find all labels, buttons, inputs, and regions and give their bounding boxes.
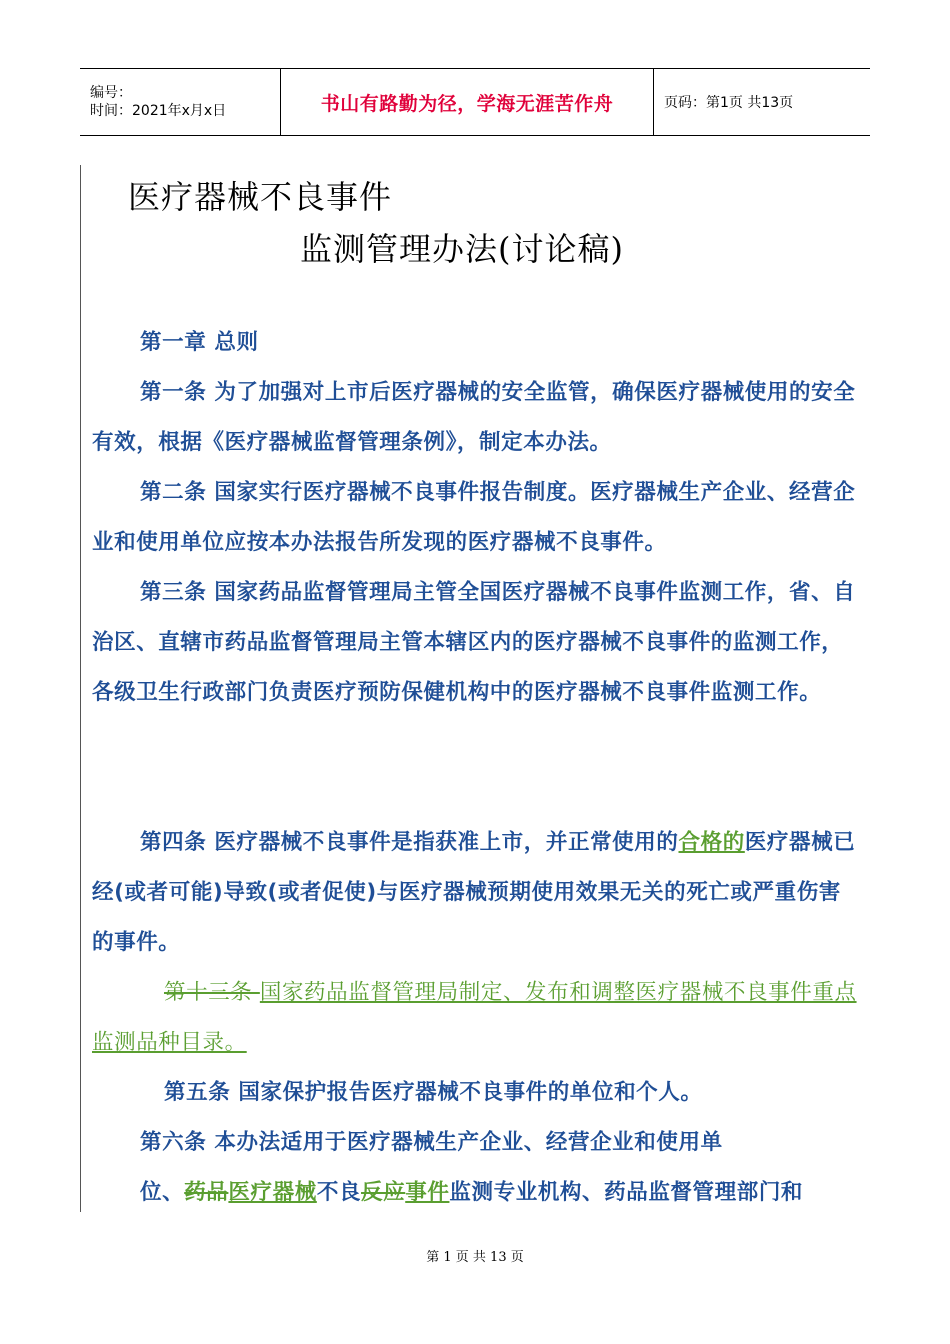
article-6-text-a: 位、 (140, 1180, 185, 1205)
article-4-text-b: 医疗器械已经(或者可能)导致(或者促使)与医疗器械预期使用效果无关的死亡或严重伤害的事件。 (92, 830, 856, 955)
inserted-text: 合格的 (678, 830, 745, 855)
article-5: 第五条 国家保护报告医疗器械不良事件的单位和个人。 (164, 1080, 703, 1105)
revision-article-13 (92, 968, 860, 1068)
inserted-text: 事件 (405, 1180, 450, 1205)
document-title-line2: 监测管理办法(讨论稿) (300, 230, 624, 268)
deleted-text: 第十三条 (164, 980, 260, 1005)
article-2: 第二条 国家实行医疗器械不良事件报告制度。医疗器械生产企业、经营企业和使用单位应按本办法报告所发现的医疗器械不良事件。 (92, 480, 856, 555)
margin-line (80, 165, 81, 1212)
inserted-text: 国家药品监督管理局制定、发布和调整医疗器械不良事件重点监测品种目录。 (92, 980, 857, 1055)
document-title-line1: 医疗器械不良事件 (128, 178, 393, 216)
article-1: 第一条 为了加强对上市后医疗器械的安全监管，确保医疗器械使用的安全有效，根据《医疗器械监督管理条例》，制定本办法。 (92, 380, 856, 455)
header-meta (80, 69, 281, 135)
chapter-heading: 第一章 总则 (140, 330, 259, 355)
deleted-text: 药品 (184, 1180, 229, 1205)
page-header (80, 68, 870, 136)
header-motto-cell (281, 69, 654, 135)
inserted-text: 医疗器械 (228, 1180, 317, 1205)
article-6-line1: 第六条 本办法适用于医疗器械生产企业、经营企业和使用单 (140, 1130, 723, 1155)
deleted-text: 反应 (361, 1180, 406, 1205)
article-6-text-c: 监测专业机构、药品监督管理部门和 (449, 1180, 804, 1205)
page-info-text: 页码：第1页 共13页 (664, 95, 794, 111)
article-3: 第三条 国家药品监督管理局主管全国医疗器械不良事件监测工作，省、自治区、直辖市药品监督管理局主管本辖区内的医疗器械不良事件的监测工作，各级卫生行政部门负责医疗预防保健机构中的医疗器械不良事件监测工作。 (92, 580, 856, 705)
header-page-info (654, 69, 870, 135)
article-4-text-a: 第四条 医疗器械不良事件是指获准上市，并正常使用的 (140, 830, 679, 855)
article-4 (92, 818, 860, 968)
article-6-line2 (140, 1168, 870, 1218)
time-label: 时间：2021年x月x日 (90, 103, 227, 119)
page-footer: 第 1 页 共 13 页 (426, 1250, 524, 1265)
article-6-text-b: 不良 (316, 1180, 362, 1205)
motto-text: 书山有路勤为径，学海无涯苦作舟 (320, 92, 614, 115)
code-label: 编号： (90, 85, 132, 101)
